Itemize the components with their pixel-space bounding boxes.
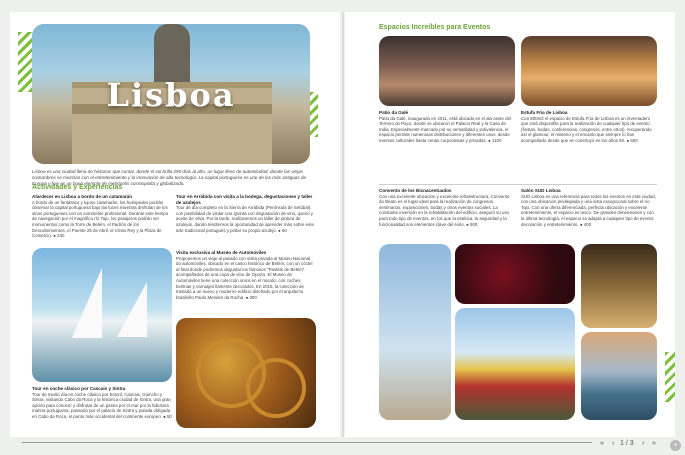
page-indicator: 1 / 3 [620, 440, 634, 447]
patio-pax: 1100 [492, 137, 502, 143]
cascais-pax: 50 [166, 413, 172, 419]
cascais-title: Tour en coche clásico por Cascais y Sintra [32, 386, 126, 391]
convento-title: Convento de los Bicnacentuados [379, 188, 452, 193]
chevron-left-icon[interactable]: ‹ [612, 440, 615, 447]
catamaran-title: Atardecer en Lisboa a bordo de un catamarán [32, 194, 133, 199]
decorative-stripes [18, 32, 32, 92]
sud-block [521, 188, 657, 227]
patio-block [379, 110, 515, 144]
sud-pax: 400 [583, 221, 592, 227]
people-icon: ● [278, 227, 281, 233]
arrabida-title: Tour en Arrábida con visita a la bodega, degustaciones y taller de azulejos [176, 194, 313, 205]
people-icon: ● [53, 233, 56, 239]
convento-pax: 900 [470, 221, 478, 227]
catamaran-block [32, 194, 172, 239]
left-page [10, 12, 340, 437]
patio-title: Patio da Galé [379, 110, 409, 115]
divider [379, 184, 657, 185]
patio-image [379, 36, 515, 106]
event-hall-image [581, 244, 657, 328]
decorative-stripes [310, 92, 318, 137]
automoviles-pax: 300 [249, 294, 257, 300]
catamaran-pax: 240 [57, 233, 65, 239]
last-page-button[interactable]: » [652, 440, 656, 447]
river-terrace-image [581, 332, 657, 420]
estufa-pax: 600 [630, 137, 638, 143]
people-icon: ● [163, 413, 166, 419]
hero-title: Lisboa [106, 76, 236, 114]
right-page [345, 12, 675, 437]
estufa-block [521, 110, 657, 144]
estufa-body: Con 800m2 el espacio de Estufa Fría de Lisboa es un invernadero que está disponible para la realización de cualquier tipo de evento (fiestas, bodas, conferencias, congresos, entre otros), recuperando así el glamour, el misterio y el encanto que siempre lo han acompañado desde que se construyó en los años 50. [521, 115, 652, 143]
decorative-stripes [665, 352, 675, 402]
chevron-right-icon[interactable]: › [642, 440, 645, 447]
automoviles-body: Proponemos un viaje al pasado con visita privada al Museu Nacional do automóviles, ubicado en el casco histórico de Belém, con un cóctel al final donde podremos degustar los famosos "Pastéis de Belém" acompañados de una copa de vino de Oporto. El Museo de Automóviles tiene una colección única en el mundo, con coches, berlinas y carruajes llamente decorados. En 2015, la colección de trasladó a un nuevo y moderno edificio diseñado por el arquitecto brasileño Paulo Mendes da Rocha. [176, 255, 313, 300]
footer-line [22, 442, 592, 443]
convento-body: Con una excelente ubicación y excelente infraestructura, Convento do Beato es el lugar ideal para la realización de congresos, seminarios, exposiciones, bodas y otros eventos sociales. La constante inversión en la rehabilitación del edificio, aseguró su uso para todo tipo de eventos, en los que la estética, la seguridad y la funcionalidad son elementos clave del éxito. [379, 193, 510, 227]
section-title-venues: Espacios Increíbles para Eventos [379, 24, 491, 31]
people-icon: ● [245, 294, 249, 300]
section-title-activities: Actividades y Experiencias [32, 184, 123, 191]
estufa-title: Estufa Fria de Lisboa [521, 110, 568, 115]
statue-square-image [379, 244, 451, 420]
estufa-image [521, 36, 657, 106]
wine-glasses-image [455, 244, 575, 304]
arrabida-block [176, 194, 316, 233]
arrabida-body: Tour de día completo en la Sierra de Arrábida (Península de Setúbal), con posibilidad de visitar una Quinta con degustación de vino, queso y aceite de oliva. Por la tarde, realizaremos un taller de pintura de azulejos, dando tendremos la oportunidad de aprender más sobre este arte tradicional portugués y pintar su propio azulejo. [176, 205, 314, 233]
first-page-button[interactable]: « [600, 440, 604, 447]
people-icon: ● [466, 221, 469, 227]
sud-title: Salón SUD Lisboa [521, 188, 561, 193]
automoviles-block [176, 250, 316, 300]
book-spine [342, 12, 344, 437]
zoom-icon[interactable]: + [670, 440, 681, 451]
patio-body: Patio da Galé, inaugurado en 2011, está ubicado en el ala oeste del Terreiro do Paço, donde se ubicaron el Palacio Real y la Casa de India. Especialmente marcado por su versatilidad y polivalencia, el espacio permite numerosas distribuciones y diferentes usos, desde eventos culturales hasta cenas corporativas y privadas. [379, 115, 511, 143]
arrabida-pax: 60 [281, 227, 287, 233]
people-icon: ● [579, 221, 583, 227]
cascais-block [32, 386, 172, 420]
convento-block [379, 188, 515, 227]
pena-palace-image [455, 308, 575, 420]
people-icon: ● [626, 137, 630, 143]
catamaran-image [32, 248, 172, 382]
people-icon: ● [488, 137, 491, 143]
intro-text: Lisboa es una ciudad llena de historias que contar, donde el sol brilla 290 días al año, un lugar lleno de autenticidad, donde las viejas costumbres se mezclan con el entretenimiento y la innovación de alta tecnología. La capital portuguesa es uno de las más antiguas de Europa y hay es un buen ejemplo de metrópolis cosmopolita y globalizada. [32, 169, 307, 186]
cascais-body: Tour de medio día en coche clásico por Estoril, Cascais, Guincho y Sintra, visitando Cabo da Roca y la histórica ciudad de Sintra, una gran opción para conocer y disfrutar de un paseo por el mar por la fabulosa marina portuguesa, pasando por el palacio de Sintra y parada obligada en Cabo da Roca, el punto más occidental del continente europeo. [32, 391, 171, 419]
carriage-wheels-image [176, 318, 316, 428]
automoviles-title: Visita exclusiva al Museo de Automóviles [176, 250, 267, 255]
sud-body: SUD Lisboa es una referencia para todos los eventos en esta ciudad, con una ubicación privilegiada y una vista excepcional sobre el río Tajo. Con una oferta diferenciada, perfecta ubicación y excelente entretenimiento, el espacio es único. De grandes dimensiones y con la última tecnología, el espacio se adapta a cualquier tipo de evento: decoración y entretenimiento. [521, 193, 656, 227]
catamaran-body: A bordo de un fantástico y lujoso catamarán, los huéspedes podrán observar la capital portuguesa bajo las luces mientras disfrutan de los vinos portugueses con un sommelier profesional. Durante este tiempo de navegación por el magnífico río Tajo, los pasajeros podrán ver monumentos como la Torre de Belém, el Padrón de los Descubrimientos, el Puente 25 de Abril, el Cristo Rey y la Plaza de Comercio. [32, 199, 169, 239]
hero-image [32, 24, 310, 164]
